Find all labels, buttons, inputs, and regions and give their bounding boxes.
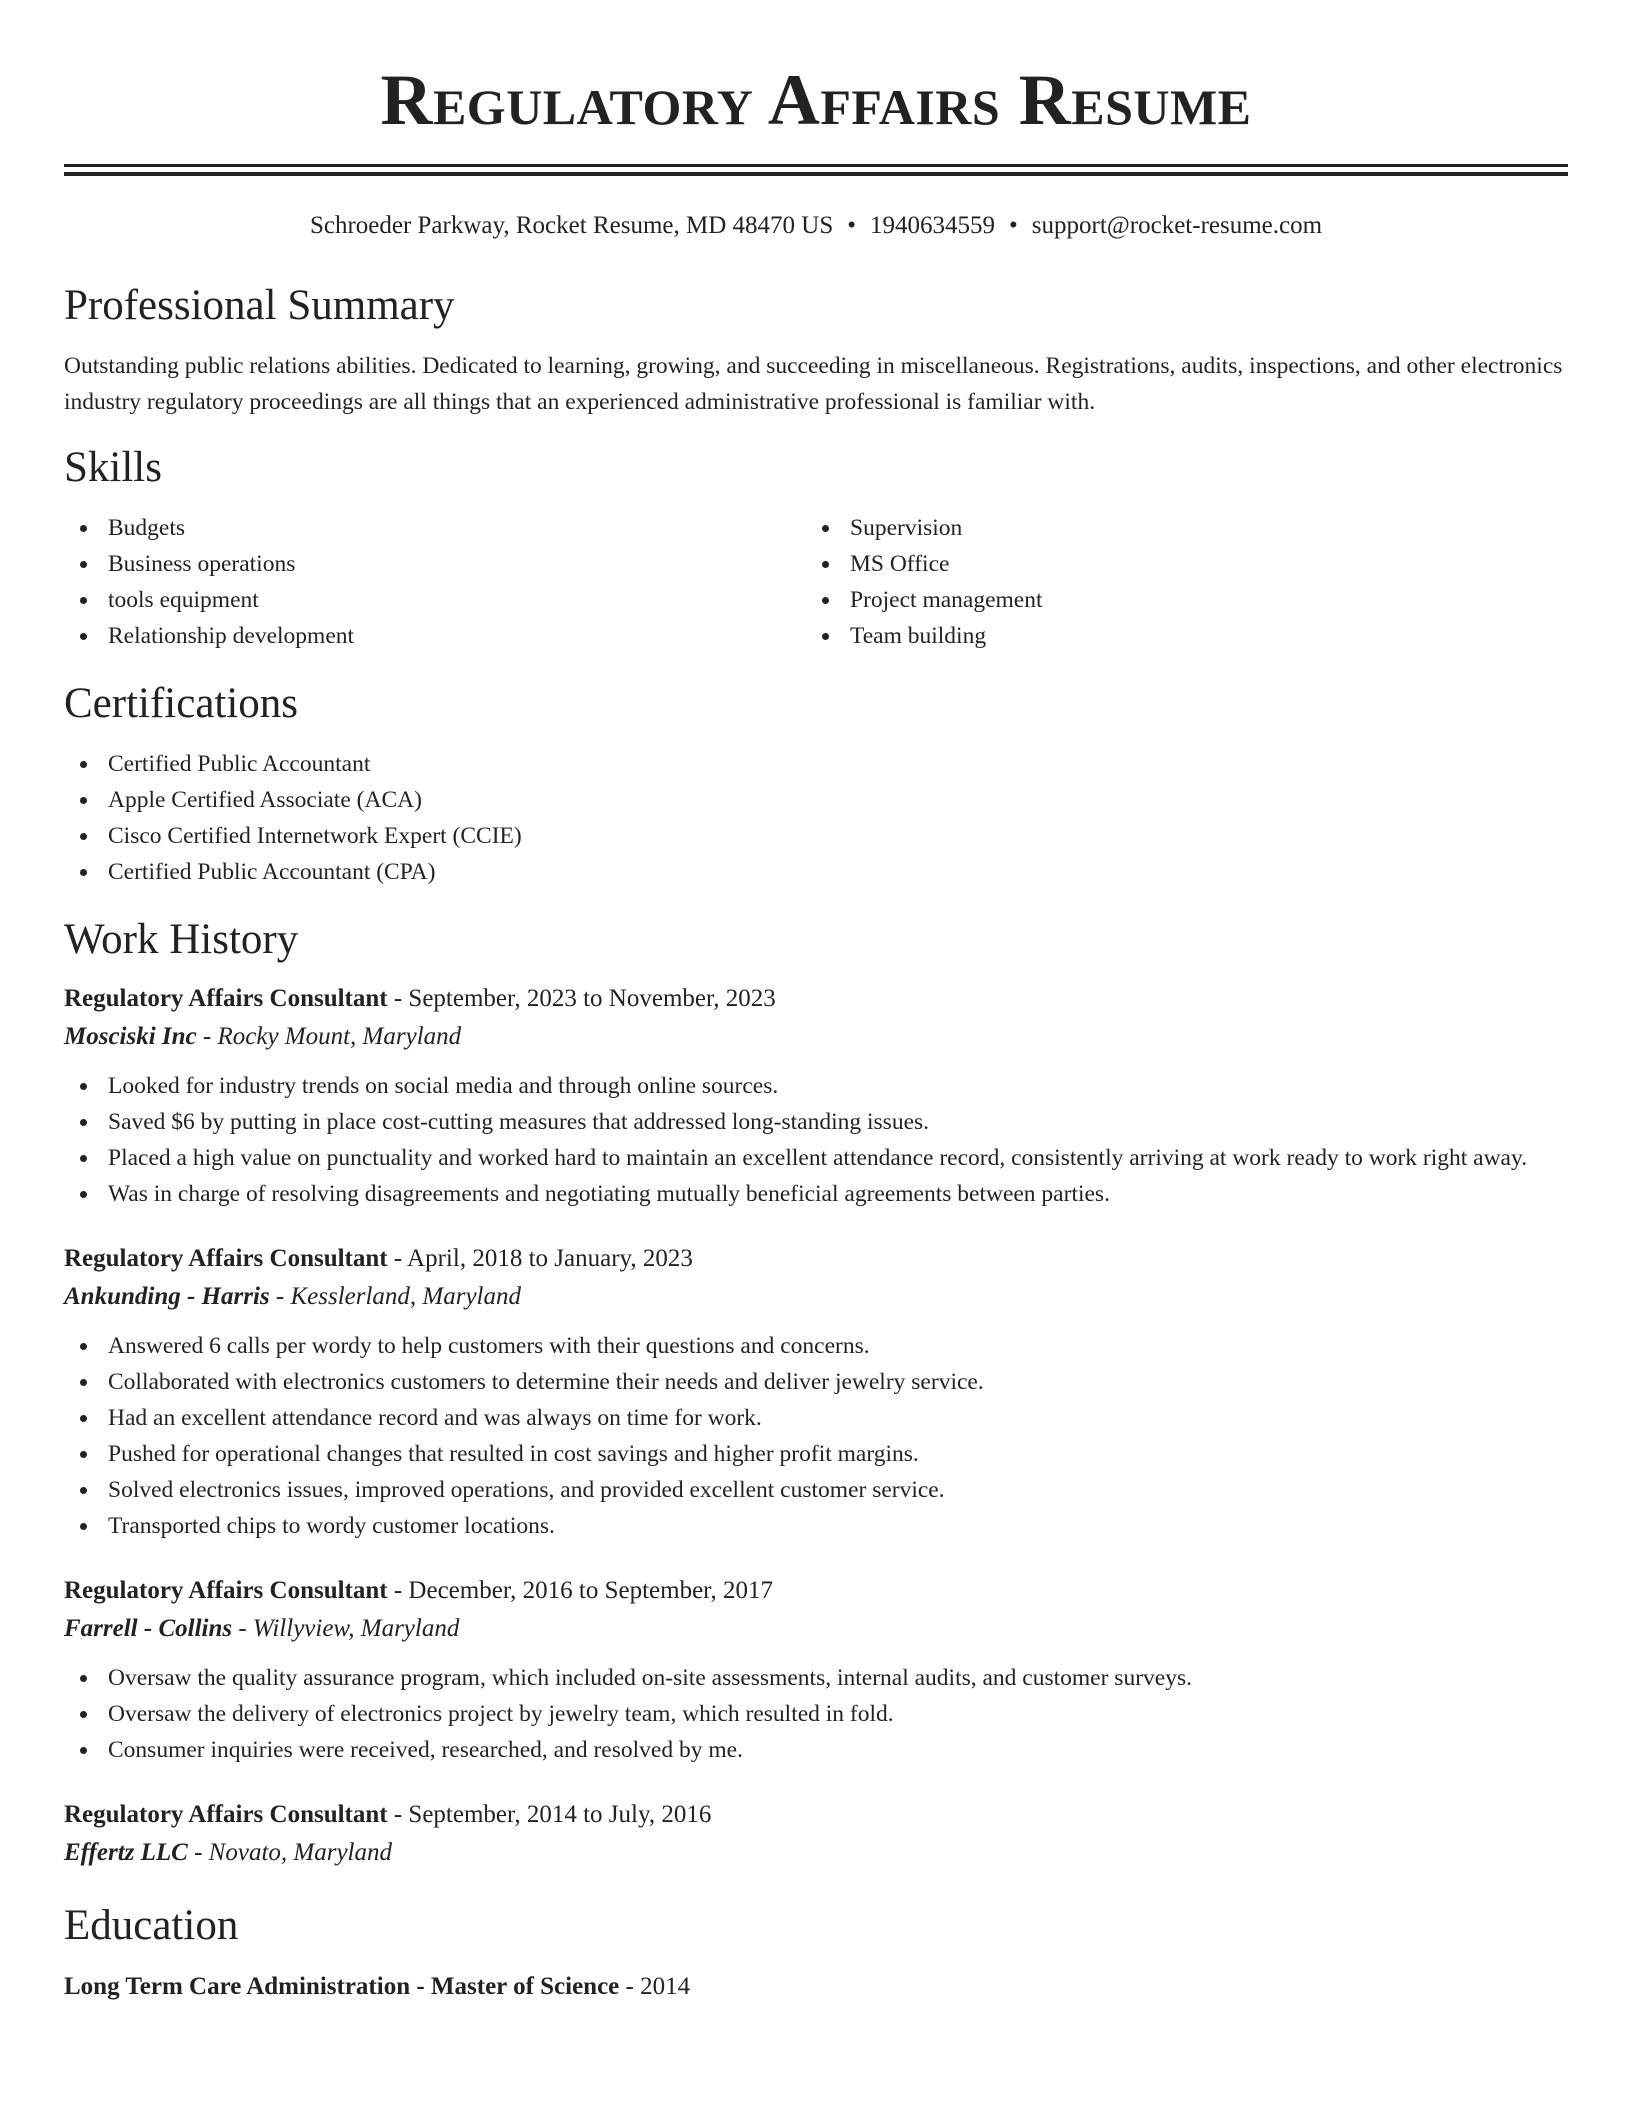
job-header bbox=[64, 1572, 1568, 1610]
list-item: Apple Certified Associate (ACA) bbox=[64, 782, 1568, 818]
job-company-line bbox=[64, 1834, 1568, 1872]
skills-list bbox=[64, 510, 1568, 654]
education-heading: Education bbox=[64, 1902, 239, 1949]
job-entry bbox=[64, 980, 1568, 1212]
list-item: Looked for industry trends on social media and through online sources. bbox=[64, 1068, 1568, 1104]
job-company-line bbox=[64, 1610, 1568, 1648]
contact-address: Schroeder Parkway, Rocket Resume, MD 48470 US bbox=[309, 212, 834, 239]
skills-heading: Skills bbox=[64, 444, 162, 491]
list-item: MS Office bbox=[806, 546, 1548, 582]
job-title: Regulatory Affairs Consultant bbox=[64, 1245, 388, 1272]
summary-text: Outstanding public relations abilities. Dedicated to learning, growing, and succeeding in miscellaneous. Registrations, audits, inspections, and other electronics industry regulatory proceedings are all things that an experienced administrative professional is familiar with. bbox=[64, 353, 1563, 415]
job-dates: - September, 2023 to November, 2023 bbox=[387, 985, 776, 1012]
job-location: - Rocky Mount, Maryland bbox=[196, 1023, 462, 1050]
list-item: Placed a high value on punctuality and worked hard to maintain an excellent attendance record, consistently arriving at work ready to work right away. bbox=[64, 1140, 1568, 1176]
contact-phone: 1940634559 bbox=[870, 212, 995, 239]
job-company: Mosciski Inc bbox=[64, 1023, 197, 1050]
skills-column-right bbox=[806, 510, 1548, 654]
list-item: Budgets bbox=[64, 510, 806, 546]
skills-column-left bbox=[64, 510, 806, 654]
job-company: Ankunding - Harris bbox=[64, 1283, 270, 1310]
list-item: Project management bbox=[806, 582, 1548, 618]
list-item: Certified Public Accountant (CPA) bbox=[64, 854, 1568, 890]
job-header bbox=[64, 1240, 1568, 1278]
list-item: Collaborated with electronics customers to determine their needs and deliver jewelry service. bbox=[64, 1364, 1568, 1400]
contact-separator: • bbox=[1009, 212, 1018, 239]
job-bullets bbox=[64, 1328, 1568, 1544]
resume-title: Regulatory Affairs Resume bbox=[380, 60, 1252, 140]
list-item: Oversaw the delivery of electronics project by jewelry team, which resulted in fold. bbox=[64, 1696, 1568, 1732]
job-entry bbox=[64, 1240, 1568, 1544]
resume-page bbox=[64, 0, 1568, 2006]
list-item: Had an excellent attendance record and was always on time for work. bbox=[64, 1400, 1568, 1436]
job-location: - Kesslerland, Maryland bbox=[269, 1283, 522, 1310]
job-dates: - April, 2018 to January, 2023 bbox=[387, 1245, 693, 1272]
work-history-heading: Work History bbox=[64, 916, 299, 963]
list-item: Was in charge of resolving disagreements and negotiating mutually beneficial agreements between parties. bbox=[64, 1176, 1568, 1212]
job-company-line bbox=[64, 1018, 1568, 1056]
list-item: Solved electronics issues, improved operations, and provided excellent customer service. bbox=[64, 1472, 1568, 1508]
job-location: - Willyview, Maryland bbox=[232, 1615, 460, 1642]
job-title: Regulatory Affairs Consultant bbox=[64, 1801, 388, 1828]
job-company: Effertz LLC bbox=[64, 1839, 188, 1866]
education-year: - 2014 bbox=[619, 1973, 691, 2000]
list-item: Business operations bbox=[64, 546, 806, 582]
job-title: Regulatory Affairs Consultant bbox=[64, 985, 388, 1012]
job-title: Regulatory Affairs Consultant bbox=[64, 1577, 388, 1604]
list-item: Supervision bbox=[806, 510, 1548, 546]
job-header bbox=[64, 980, 1568, 1018]
contact-line bbox=[64, 210, 1568, 242]
list-item: tools equipment bbox=[64, 582, 806, 618]
education-degree: Master of Science bbox=[430, 1973, 620, 2000]
summary-heading: Professional Summary bbox=[64, 282, 455, 329]
job-dates: - December, 2016 to September, 2017 bbox=[387, 1577, 773, 1604]
certifications-list bbox=[64, 746, 1568, 890]
list-item: Saved $6 by putting in place cost-cutting measures that addressed long-standing issues. bbox=[64, 1104, 1568, 1140]
list-item: Team building bbox=[806, 618, 1548, 654]
job-dates: - September, 2014 to July, 2016 bbox=[387, 1801, 712, 1828]
title-rule-bottom bbox=[64, 172, 1568, 176]
education-field: Long Term Care Administration bbox=[64, 1973, 411, 2000]
job-header bbox=[64, 1796, 1568, 1834]
job-bullets bbox=[64, 1068, 1568, 1212]
job-company-line bbox=[64, 1278, 1568, 1316]
list-item: Pushed for operational changes that resulted in cost savings and higher profit margins. bbox=[64, 1436, 1568, 1472]
list-item: Cisco Certified Internetwork Expert (CCIE) bbox=[64, 818, 1568, 854]
list-item: Certified Public Accountant bbox=[64, 746, 1568, 782]
job-entry bbox=[64, 1572, 1568, 1768]
job-entry bbox=[64, 1796, 1568, 1872]
education-entry: Long Term Care Administration - Master of Science - 2014 bbox=[64, 1973, 691, 2000]
job-bullets bbox=[64, 1660, 1568, 1768]
certifications-heading: Certifications bbox=[64, 680, 299, 727]
list-item: Answered 6 calls per wordy to help customers with their questions and concerns. bbox=[64, 1328, 1568, 1364]
contact-separator: • bbox=[847, 212, 856, 239]
job-company: Farrell - Collins bbox=[64, 1615, 233, 1642]
list-item: Relationship development bbox=[64, 618, 806, 654]
job-location: - Novato, Maryland bbox=[187, 1839, 392, 1866]
contact-email[interactable]: support@rocket-resume.com bbox=[1031, 212, 1323, 239]
list-item: Oversaw the quality assurance program, which included on-site assessments, internal audits, and customer surveys. bbox=[64, 1660, 1568, 1696]
list-item: Transported chips to wordy customer locations. bbox=[64, 1508, 1568, 1544]
list-item: Consumer inquiries were received, researched, and resolved by me. bbox=[64, 1732, 1568, 1768]
